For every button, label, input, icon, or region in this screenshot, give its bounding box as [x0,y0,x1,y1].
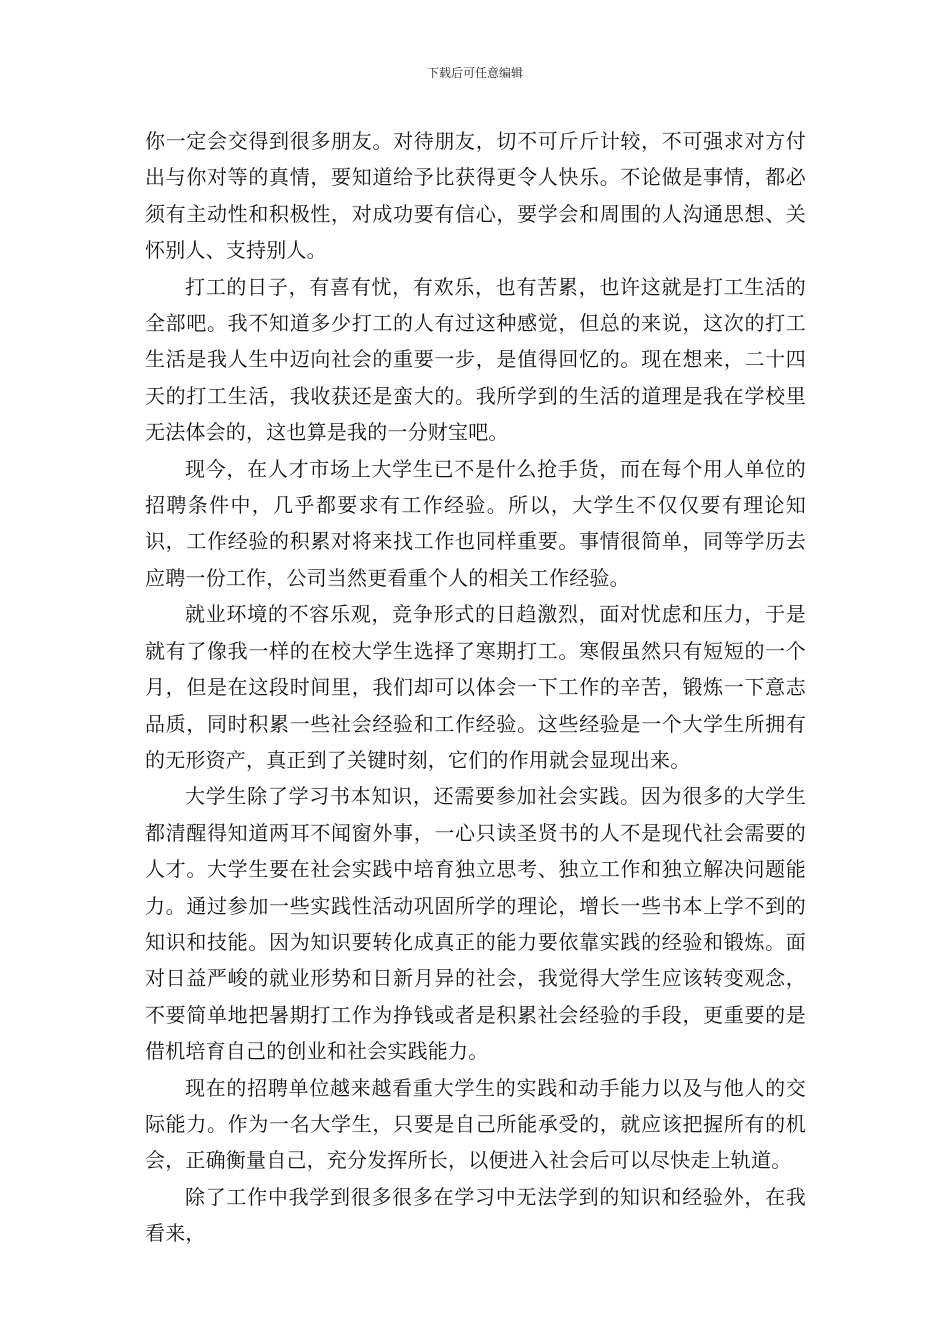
paragraph: 除了工作中我学到很多很多在学习中无法学到的知识和经验外，在我看来， [145,1184,806,1246]
paragraph: 你一定会交得到很多朋友。对待朋友，切不可斤斤计较，不可强求对方付出与你对等的真情，要知道给予比获得更令人快乐。不论做是事情，都必须有主动性和积极性，对成功要有信心，要学会和周围的人沟通思想、关怀别人、支持别人。 [145,129,806,263]
document-body [145,123,806,1252]
paragraph: 现今，在人才市场上大学生已不是什么抢手货，而在每个用人单位的招聘条件中，几乎都要求有工作经验。所以，大学生不仅仅要有理论知识，工作经验的积累对将来找工作也同样重要。事情很简单，同等学历去应聘一份工作，公司当然更看重个人的相关工作经验。 [145,456,806,590]
paragraph: 就业环境的不容乐观，竞争形式的日趋激烈，面对忧虑和压力，于是就有了像我一样的在校大学生选择了寒期打工。寒假虽然只有短短的一个月，但是在这段时间里，我们却可以体会一下工作的辛苦，锻炼一下意志品质，同时积累一些社会经验和工作经验。这些经验是一个大学生所拥有的无形资产，真正到了关键时刻，它们的作用就会显现出来。 [145,602,806,772]
page-header: 下载后可任意编辑 [426,66,523,80]
paragraph: 打工的日子，有喜有忧，有欢乐，也有苦累，也许这就是打工生活的全部吧。我不知道多少打工的人有过这种感觉，但总的来说，这次的打工生活是我人生中迈向社会的重要一步，是值得回忆的。现在想来，二十四天的打工生活，我收获还是蛮大的。我所学到的生活的道理是我在学校里无法体会的，这也算是我的一分财宝吧。 [145,274,806,445]
paragraph: 大学生除了学习书本知识，还需要参加社会实践。因为很多的大学生都清醒得知道两耳不闻窗外事，一心只读圣贤书的人不是现代社会需要的人才。大学生要在社会实践中培育独立思考、独立工作和独立解决问题能力。通过参加一些实践性活动巩固所学的理论，增长一些书本上学不到的知识和技能。因为知识要转化成真正的能力要依靠实践的经验和锻炼。面对日益严峻的就业形势和日新月异的社会，我觉得大学生应该转变观念，不要简单地把暑期打工作为挣钱或者是积累社会经验的手段，更重要的是借机培育自己的创业和社会实践能力。 [145,784,806,1064]
paragraph: 现在的招聘单位越来越看重大学生的实践和动手能力以及与他人的交际能力。作为一名大学生，只要是自己所能承受的，就应该把握所有的机会，正确衡量自己，充分发挥所长，以便进入社会后可以尽快走上轨道。 [145,1075,806,1173]
